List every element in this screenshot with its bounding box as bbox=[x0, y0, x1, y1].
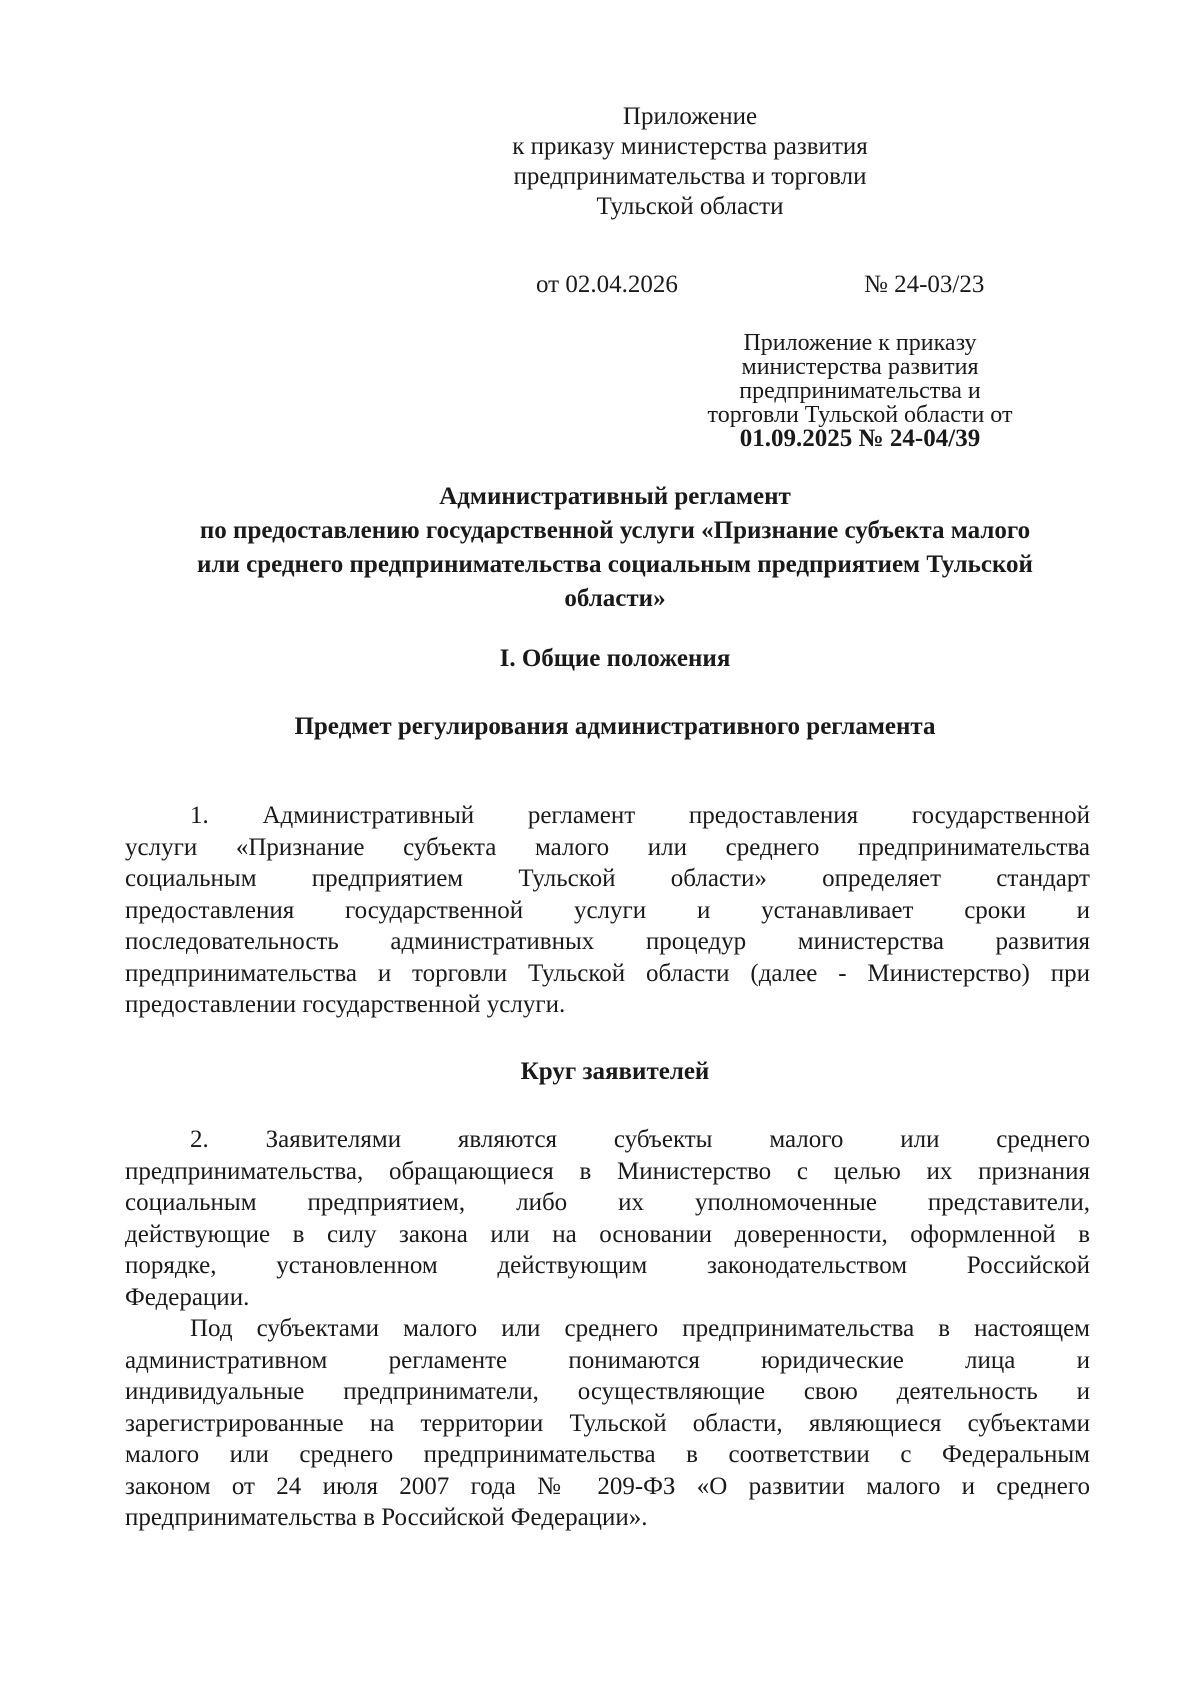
approval-block bbox=[470, 102, 910, 222]
paragraph-line: предпринимательства, обращающиеся в Министерство с целью их признания bbox=[125, 1157, 1090, 1185]
paragraph-line: 1. Административный регламент предоставления государственной bbox=[190, 802, 1090, 829]
order-number: № 24-03/23 bbox=[864, 271, 985, 298]
previous-appendix-line: предпринимательства и bbox=[739, 378, 981, 404]
paragraph-line: предоставлении государственной услуги. bbox=[125, 991, 566, 1018]
previous-appendix-reference: 01.09.2025 № 24-04/39 bbox=[739, 425, 981, 452]
approval-line: к приказу министерства развития bbox=[512, 133, 868, 160]
paragraph-line: Федерации. bbox=[125, 1283, 250, 1311]
title-line: или среднего предпринимательства социальным предприятием Тульской bbox=[197, 551, 1033, 578]
section-heading: I. Общие положения bbox=[499, 645, 731, 672]
paragraph-3 bbox=[125, 1313, 1090, 1534]
title-line: по предоставлению государственной услуги «Признание субъекта малого bbox=[199, 517, 1031, 544]
paragraph-2 bbox=[125, 1124, 1090, 1313]
paragraph-line: законом от 24 июля 2007 года № 209-ФЗ «О развитии малого и среднего bbox=[125, 1472, 1090, 1500]
paragraph-line: действующие в силу закона или на основании доверенности, оформленной в bbox=[125, 1220, 1090, 1248]
paragraph-line: услуги «Признание субъекта малого или среднего предпринимательства bbox=[125, 833, 1090, 861]
paragraph-line: последовательность административных процедур министерства развития bbox=[125, 928, 1090, 955]
paragraph-line: социальным предприятием, либо их уполномоченные представители, bbox=[125, 1189, 1090, 1216]
paragraph-line: зарегистрированные на территории Тульской области, являющиеся субъектами bbox=[125, 1409, 1090, 1437]
paragraph-1 bbox=[125, 800, 1090, 1021]
approval-line: предпринимательства и торговли bbox=[513, 163, 867, 190]
document-title bbox=[110, 480, 1120, 616]
paragraph-line: 2. Заявителями являются субъекты малого или среднего bbox=[190, 1126, 1090, 1153]
previous-appendix-block bbox=[660, 331, 1060, 451]
paragraph-line: социальным предприятием Тульской области» определяет стандарт bbox=[125, 865, 1090, 892]
paragraph-line: малого или среднего предпринимательства в соответствии с Федеральным bbox=[125, 1441, 1090, 1468]
approval-line: Приложение bbox=[622, 103, 758, 130]
paragraph-line: предпринимательства в Российской Федерации». bbox=[125, 1504, 648, 1531]
approval-line: Тульской области bbox=[596, 193, 784, 220]
paragraph-line: административном регламенте понимаются юридические лица и bbox=[125, 1346, 1090, 1374]
paragraph-line: порядке, установленном действующим законодательством Российской bbox=[125, 1252, 1090, 1279]
paragraph-line: предпринимательства и торговли Тульской области (далее - Министерство) при bbox=[125, 959, 1090, 987]
previous-appendix-line: министерства развития bbox=[741, 354, 979, 380]
section-subheading: Предмет регулирования административного регламента bbox=[294, 713, 936, 740]
paragraph-line: Под субъектами малого или среднего предпринимательства в настоящем bbox=[190, 1315, 1090, 1342]
paragraph-line: индивидуальные предприниматели, осуществляющие свою деятельность и bbox=[125, 1378, 1090, 1405]
title-line: области» bbox=[564, 585, 666, 612]
previous-appendix-line: торговли Тульской области от bbox=[707, 402, 1013, 428]
previous-appendix-line: Приложение к приказу bbox=[743, 330, 977, 356]
paragraph-line: предоставления государственной услуги и устанавливает сроки и bbox=[125, 896, 1090, 924]
order-date: от 02.04.2026 bbox=[536, 271, 678, 298]
applicants-heading: Круг заявителей bbox=[520, 1058, 710, 1085]
title-line: Административный регламент bbox=[439, 483, 791, 510]
